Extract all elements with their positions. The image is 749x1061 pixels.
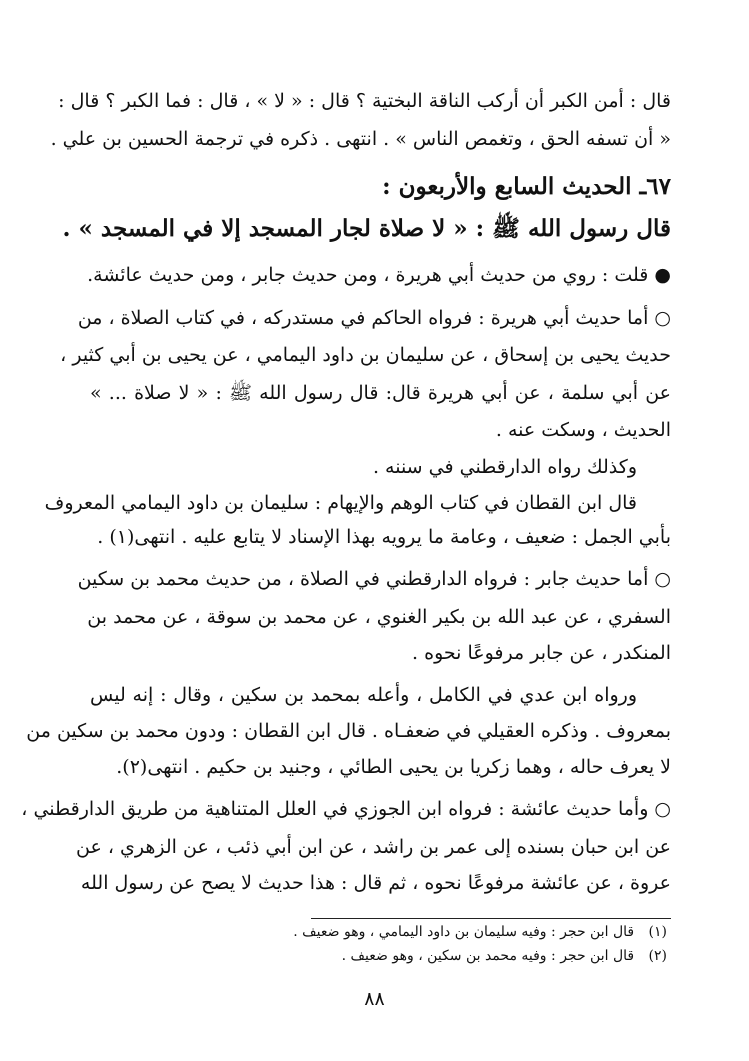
text-line: ○ وأما حديث عائشة : فرواه ابن الجوزي في العلل المتناهية من طريق الدارقطني ، — [21, 798, 671, 820]
text-line: وكذلك رواه الدارقطني في سننه . — [372, 456, 637, 478]
footnote-separator — [311, 918, 671, 919]
footnote-text: قال ابن حجر : وفيه محمد بن سكين ، وهو ضعيف . — [341, 948, 635, 964]
hadith-heading: قال رسول الله ﷺ : « لا صلاة لجار المسجد إلا في المسجد » . — [62, 215, 671, 242]
page-number: ٨٨ — [364, 988, 385, 1010]
text-line: الحديث ، وسكت عنه . — [495, 419, 671, 441]
text-line: بأبي الجمل : ضعيف ، وعامة ما يرويه بهذا الإسناد لا يتابع عليه . انتهى(١) . — [97, 526, 671, 548]
text-line: المنكدر ، عن جابر مرفوعًا نحوه . — [412, 642, 671, 664]
text-line: حديث يحيى بن إسحاق ، عن سليمان بن داود اليمامي ، عن يحيى بن أبي كثير ، — [60, 344, 671, 366]
section-heading: ٦٧ـ الحديث السابع والأربعون : — [382, 173, 671, 200]
text-line: عن ابن حبان بسنده إلى عمر بن راشد ، عن ابن أبي ذئب ، عن الزهري ، عن — [76, 836, 671, 858]
footnote — [200, 946, 667, 966]
text-line: لا يعرف حاله ، وهما زكريا بن يحيى الطائي ، وجنيد بن حكيم . انتهى(٢). — [116, 756, 671, 778]
text-line: « أن تسفه الحق ، وتغمص الناس » . انتهى . ذكره في ترجمة الحسين بن علي . — [50, 128, 671, 150]
text-line: ● قلت : روي من حديث أبي هريرة ، ومن حديث جابر ، ومن حديث عائشة. — [87, 264, 671, 286]
text-line: ورواه ابن عدي في الكامل ، وأعله بمحمد بن سكين ، وقال : إنه ليس — [90, 684, 637, 706]
text-line: عن أبي سلمة ، عن أبي هريرة قال: قال رسول الله ﷺ : « لا صلاة ... » — [90, 382, 671, 404]
text-line: ○ أما حديث جابر : فرواه الدارقطني في الصلاة ، من حديث محمد بن سكين — [77, 568, 671, 590]
footnote-number: (١) — [648, 924, 667, 940]
text-line: عروة ، عن عائشة مرفوعًا نحوه ، ثم قال : هذا حديث لا يصح عن رسول الله — [80, 872, 671, 894]
text-line: قال : أمن الكبر أن أركب الناقة البختية ؟ قال : « لا » ، قال : فما الكبر ؟ قال : — [58, 90, 671, 112]
text-line: السفري ، عن عبد الله بن بكير الغنوي ، عن محمد بن سوقة ، عن محمد بن — [87, 606, 671, 628]
footnote-text: قال ابن حجر : وفيه سليمان بن داود اليمامي ، وهو ضعيف . — [293, 924, 635, 940]
footnote-number: (٢) — [648, 948, 667, 964]
text-line: ○ أما حديث أبي هريرة : فرواه الحاكم في مستدركه ، في كتاب الصلاة ، من — [77, 307, 671, 329]
footnote — [200, 922, 667, 942]
text-line: قال ابن القطان في كتاب الوهم والإيهام : سليمان بن داود اليمامي المعروف — [44, 492, 637, 514]
text-line: بمعروف . وذكره العقيلي في ضعفـاه . قال ابن القطان : ودون محمد بن سكين من — [26, 720, 671, 742]
